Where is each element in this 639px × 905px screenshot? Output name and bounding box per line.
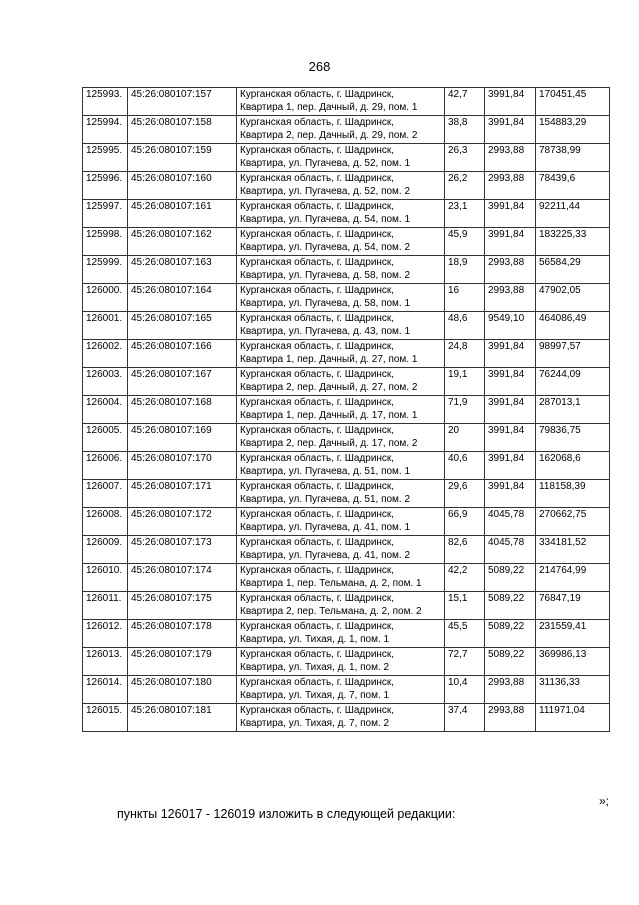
cadastral-value-cell: 464086,49 [536, 312, 610, 340]
row-number-cell: 126009. [83, 536, 128, 564]
address-cell [237, 256, 445, 284]
row-number-cell: 126005. [83, 424, 128, 452]
row-number-cell: 125995. [83, 144, 128, 172]
address-cell [237, 312, 445, 340]
address-line: Квартира 2, пер. Тельмана, д. 2, пом. 2 [240, 605, 422, 617]
cadastral-value-cell: 76847,19 [536, 592, 610, 620]
specific-value-cell: 5089,22 [485, 648, 536, 676]
row-number-cell: 125993. [83, 88, 128, 116]
address-cell [237, 480, 445, 508]
row-number-cell: 126012. [83, 620, 128, 648]
cadastral-value-cell: 79836,75 [536, 424, 610, 452]
table-row [83, 508, 610, 536]
area-cell: 15,1 [445, 592, 485, 620]
address-line: Квартира 1, пер. Дачный, д. 27, пом. 1 [240, 353, 418, 365]
address-cell [237, 368, 445, 396]
table-body [83, 88, 610, 732]
table-row [83, 368, 610, 396]
cadastral-value-cell: 162068,6 [536, 452, 610, 480]
cadastral-number-cell: 45:26:080107:169 [128, 424, 237, 452]
address-cell [237, 228, 445, 256]
area-cell: 19,1 [445, 368, 485, 396]
cadastral-value-cell: 47902,05 [536, 284, 610, 312]
row-number-cell: 126007. [83, 480, 128, 508]
area-cell: 42,2 [445, 564, 485, 592]
table-row [83, 228, 610, 256]
address-line: Курганская область, г. Шадринск, [240, 649, 395, 660]
table-row [83, 424, 610, 452]
address-cell [237, 200, 445, 228]
row-number-cell: 126000. [83, 284, 128, 312]
area-cell: 37,4 [445, 704, 485, 732]
row-number-cell: 126004. [83, 396, 128, 424]
row-number-cell: 125998. [83, 228, 128, 256]
area-cell: 26,3 [445, 144, 485, 172]
cadastral-number-cell: 45:26:080107:174 [128, 564, 237, 592]
address-line: Курганская область, г. Шадринск, [240, 173, 395, 184]
row-number-cell: 125996. [83, 172, 128, 200]
cadastral-number-cell: 45:26:080107:181 [128, 704, 237, 732]
address-cell [237, 620, 445, 648]
specific-value-cell: 4045,78 [485, 536, 536, 564]
cadastral-value-table [82, 87, 610, 732]
area-cell: 10,4 [445, 676, 485, 704]
specific-value-cell: 5089,22 [485, 620, 536, 648]
row-number-cell: 126014. [83, 676, 128, 704]
address-line: Квартира, ул. Тихая, д. 1, пом. 2 [240, 661, 390, 673]
address-cell [237, 340, 445, 368]
specific-value-cell: 3991,84 [485, 200, 536, 228]
cadastral-value-cell: 369986,13 [536, 648, 610, 676]
address-line: Курганская область, г. Шадринск, [240, 341, 395, 352]
specific-value-cell: 5089,22 [485, 592, 536, 620]
address-line: Курганская область, г. Шадринск, [240, 285, 395, 296]
address-line: Квартира, ул. Пугачева, д. 58, пом. 2 [240, 269, 411, 281]
table-row [83, 200, 610, 228]
row-number-cell: 126013. [83, 648, 128, 676]
area-cell: 18,9 [445, 256, 485, 284]
address-line: Квартира 1, пер. Дачный, д. 17, пом. 1 [240, 409, 418, 421]
cadastral-number-cell: 45:26:080107:157 [128, 88, 237, 116]
area-cell: 48,6 [445, 312, 485, 340]
address-cell [237, 424, 445, 452]
area-cell: 72,7 [445, 648, 485, 676]
table-row [83, 396, 610, 424]
area-cell: 20 [445, 424, 485, 452]
address-line: Курганская область, г. Шадринск, [240, 117, 395, 128]
address-cell [237, 452, 445, 480]
address-line: Квартира, ул. Тихая, д. 7, пом. 1 [240, 689, 390, 701]
cadastral-value-cell: 170451,45 [536, 88, 610, 116]
address-line: Курганская область, г. Шадринск, [240, 453, 395, 464]
row-number-cell: 125994. [83, 116, 128, 144]
specific-value-cell: 2993,88 [485, 704, 536, 732]
cadastral-number-cell: 45:26:080107:163 [128, 256, 237, 284]
cadastral-value-cell: 56584,29 [536, 256, 610, 284]
address-line: Квартира 1, пер. Тельмана, д. 2, пом. 1 [240, 577, 422, 589]
cadastral-number-cell: 45:26:080107:171 [128, 480, 237, 508]
specific-value-cell: 3991,84 [485, 424, 536, 452]
cadastral-value-cell: 31136,33 [536, 676, 610, 704]
area-cell: 16 [445, 284, 485, 312]
address-line: Квартира, ул. Пугачева, д. 58, пом. 1 [240, 297, 411, 309]
address-line: Курганская область, г. Шадринск, [240, 145, 395, 156]
address-line: Курганская область, г. Шадринск, [240, 201, 395, 212]
cadastral-number-cell: 45:26:080107:165 [128, 312, 237, 340]
cadastral-value-cell: 76244,09 [536, 368, 610, 396]
address-cell [237, 172, 445, 200]
cadastral-number-cell: 45:26:080107:172 [128, 508, 237, 536]
address-cell [237, 284, 445, 312]
address-line: Квартира 2, пер. Дачный, д. 27, пом. 2 [240, 381, 418, 393]
table-row [83, 256, 610, 284]
cadastral-number-cell: 45:26:080107:162 [128, 228, 237, 256]
area-cell: 26,2 [445, 172, 485, 200]
address-line: Курганская область, г. Шадринск, [240, 565, 395, 576]
cadastral-number-cell: 45:26:080107:167 [128, 368, 237, 396]
address-line: Курганская область, г. Шадринск, [240, 397, 395, 408]
address-cell [237, 592, 445, 620]
table-row [83, 676, 610, 704]
address-line: Квартира, ул. Пугачева, д. 52, пом. 2 [240, 185, 411, 197]
table-row [83, 172, 610, 200]
address-line: Курганская область, г. Шадринск, [240, 425, 395, 436]
area-cell: 45,9 [445, 228, 485, 256]
specific-value-cell: 3991,84 [485, 228, 536, 256]
address-line: Курганская область, г. Шадринск, [240, 677, 395, 688]
address-cell [237, 116, 445, 144]
address-line: Квартира, ул. Пугачева, д. 52, пом. 1 [240, 157, 411, 169]
address-line: Курганская область, г. Шадринск, [240, 593, 395, 604]
cadastral-number-cell: 45:26:080107:173 [128, 536, 237, 564]
table-row [83, 592, 610, 620]
closing-quote-mark: »; [598, 794, 609, 808]
address-line: Курганская область, г. Шадринск, [240, 369, 395, 380]
cadastral-number-cell: 45:26:080107:158 [128, 116, 237, 144]
specific-value-cell: 9549,10 [485, 312, 536, 340]
address-line: Квартира, ул. Пугачева, д. 51, пом. 1 [240, 465, 411, 477]
specific-value-cell: 3991,84 [485, 340, 536, 368]
address-cell [237, 648, 445, 676]
table-row [83, 312, 610, 340]
address-cell [237, 676, 445, 704]
cadastral-value-cell: 78738,99 [536, 144, 610, 172]
table-row [83, 144, 610, 172]
address-cell [237, 144, 445, 172]
row-number-cell: 126002. [83, 340, 128, 368]
address-line: Курганская область, г. Шадринск, [240, 257, 395, 268]
area-cell: 66,9 [445, 508, 485, 536]
area-cell: 40,6 [445, 452, 485, 480]
specific-value-cell: 2993,88 [485, 256, 536, 284]
address-cell [237, 396, 445, 424]
cadastral-number-cell: 45:26:080107:159 [128, 144, 237, 172]
area-cell: 38,8 [445, 116, 485, 144]
cadastral-value-cell: 183225,33 [536, 228, 610, 256]
cadastral-number-cell: 45:26:080107:179 [128, 648, 237, 676]
cadastral-number-cell: 45:26:080107:161 [128, 200, 237, 228]
table-row [83, 116, 610, 144]
table-row [83, 88, 610, 116]
cadastral-number-cell: 45:26:080107:168 [128, 396, 237, 424]
table-row [83, 648, 610, 676]
address-cell [237, 536, 445, 564]
address-line: Курганская область, г. Шадринск, [240, 229, 395, 240]
cadastral-value-cell: 231559,41 [536, 620, 610, 648]
cadastral-value-cell: 118158,39 [536, 480, 610, 508]
cadastral-value-cell: 111971,04 [536, 704, 610, 732]
address-line: Квартира, ул. Пугачева, д. 51, пом. 2 [240, 493, 411, 505]
area-cell: 24,8 [445, 340, 485, 368]
table-row [83, 564, 610, 592]
address-line: Квартира 2, пер. Дачный, д. 17, пом. 2 [240, 437, 418, 449]
specific-value-cell: 2993,88 [485, 284, 536, 312]
instruction-text: пункты 126017 - 126019 изложить в следующей редакции: [117, 807, 456, 821]
cadastral-value-cell: 78439,6 [536, 172, 610, 200]
row-number-cell: 126015. [83, 704, 128, 732]
cadastral-value-cell: 92211,44 [536, 200, 610, 228]
cadastral-number-cell: 45:26:080107:170 [128, 452, 237, 480]
address-cell [237, 88, 445, 116]
specific-value-cell: 3991,84 [485, 480, 536, 508]
address-line: Курганская область, г. Шадринск, [240, 89, 395, 100]
row-number-cell: 126001. [83, 312, 128, 340]
row-number-cell: 126006. [83, 452, 128, 480]
page-number: 268 [308, 59, 331, 74]
table-row [83, 536, 610, 564]
specific-value-cell: 5089,22 [485, 564, 536, 592]
address-line: Курганская область, г. Шадринск, [240, 313, 395, 324]
row-number-cell: 126008. [83, 508, 128, 536]
table-row [83, 704, 610, 732]
address-line: Курганская область, г. Шадринск, [240, 537, 395, 548]
address-line: Курганская область, г. Шадринск, [240, 509, 395, 520]
area-cell: 23,1 [445, 200, 485, 228]
cadastral-value-cell: 287013,1 [536, 396, 610, 424]
table-row [83, 620, 610, 648]
address-line: Квартира, ул. Пугачева, д. 41, пом. 2 [240, 549, 411, 561]
cadastral-value-cell: 98997,57 [536, 340, 610, 368]
address-line: Курганская область, г. Шадринск, [240, 621, 395, 632]
specific-value-cell: 3991,84 [485, 396, 536, 424]
area-cell: 42,7 [445, 88, 485, 116]
cadastral-number-cell: 45:26:080107:160 [128, 172, 237, 200]
cadastral-value-cell: 334181,52 [536, 536, 610, 564]
address-line: Квартира, ул. Тихая, д. 7, пом. 2 [240, 717, 390, 729]
address-cell [237, 704, 445, 732]
address-line: Квартира, ул. Пугачева, д. 41, пом. 1 [240, 521, 411, 533]
specific-value-cell: 2993,88 [485, 676, 536, 704]
table-row [83, 452, 610, 480]
row-number-cell: 126010. [83, 564, 128, 592]
address-line: Квартира, ул. Пугачева, д. 54, пом. 1 [240, 213, 411, 225]
specific-value-cell: 3991,84 [485, 452, 536, 480]
cadastral-number-cell: 45:26:080107:166 [128, 340, 237, 368]
table-row [83, 284, 610, 312]
row-number-cell: 126011. [83, 592, 128, 620]
address-cell [237, 564, 445, 592]
table-row [83, 480, 610, 508]
cadastral-number-cell: 45:26:080107:164 [128, 284, 237, 312]
address-cell [237, 508, 445, 536]
address-line: Квартира, ул. Пугачева, д. 43, пом. 1 [240, 325, 411, 337]
cadastral-value-cell: 270662,75 [536, 508, 610, 536]
cadastral-value-cell: 214764,99 [536, 564, 610, 592]
cadastral-number-cell: 45:26:080107:178 [128, 620, 237, 648]
address-line: Квартира, ул. Тихая, д. 1, пом. 1 [240, 633, 390, 645]
row-number-cell: 125999. [83, 256, 128, 284]
cadastral-number-cell: 45:26:080107:175 [128, 592, 237, 620]
row-number-cell: 125997. [83, 200, 128, 228]
address-line: Квартира, ул. Пугачева, д. 54, пом. 2 [240, 241, 411, 253]
row-number-cell: 126003. [83, 368, 128, 396]
cadastral-value-cell: 154883,29 [536, 116, 610, 144]
specific-value-cell: 3991,84 [485, 368, 536, 396]
area-cell: 71,9 [445, 396, 485, 424]
specific-value-cell: 3991,84 [485, 116, 536, 144]
address-line: Квартира 2, пер. Дачный, д. 29, пом. 2 [240, 129, 418, 141]
address-line: Курганская область, г. Шадринск, [240, 481, 395, 492]
area-cell: 82,6 [445, 536, 485, 564]
cadastral-number-cell: 45:26:080107:180 [128, 676, 237, 704]
address-line: Курганская область, г. Шадринск, [240, 705, 395, 716]
table-row [83, 340, 610, 368]
area-cell: 45,5 [445, 620, 485, 648]
area-cell: 29,6 [445, 480, 485, 508]
address-line: Квартира 1, пер. Дачный, д. 29, пом. 1 [240, 101, 418, 113]
specific-value-cell: 4045,78 [485, 508, 536, 536]
specific-value-cell: 2993,88 [485, 144, 536, 172]
specific-value-cell: 2993,88 [485, 172, 536, 200]
specific-value-cell: 3991,84 [485, 88, 536, 116]
